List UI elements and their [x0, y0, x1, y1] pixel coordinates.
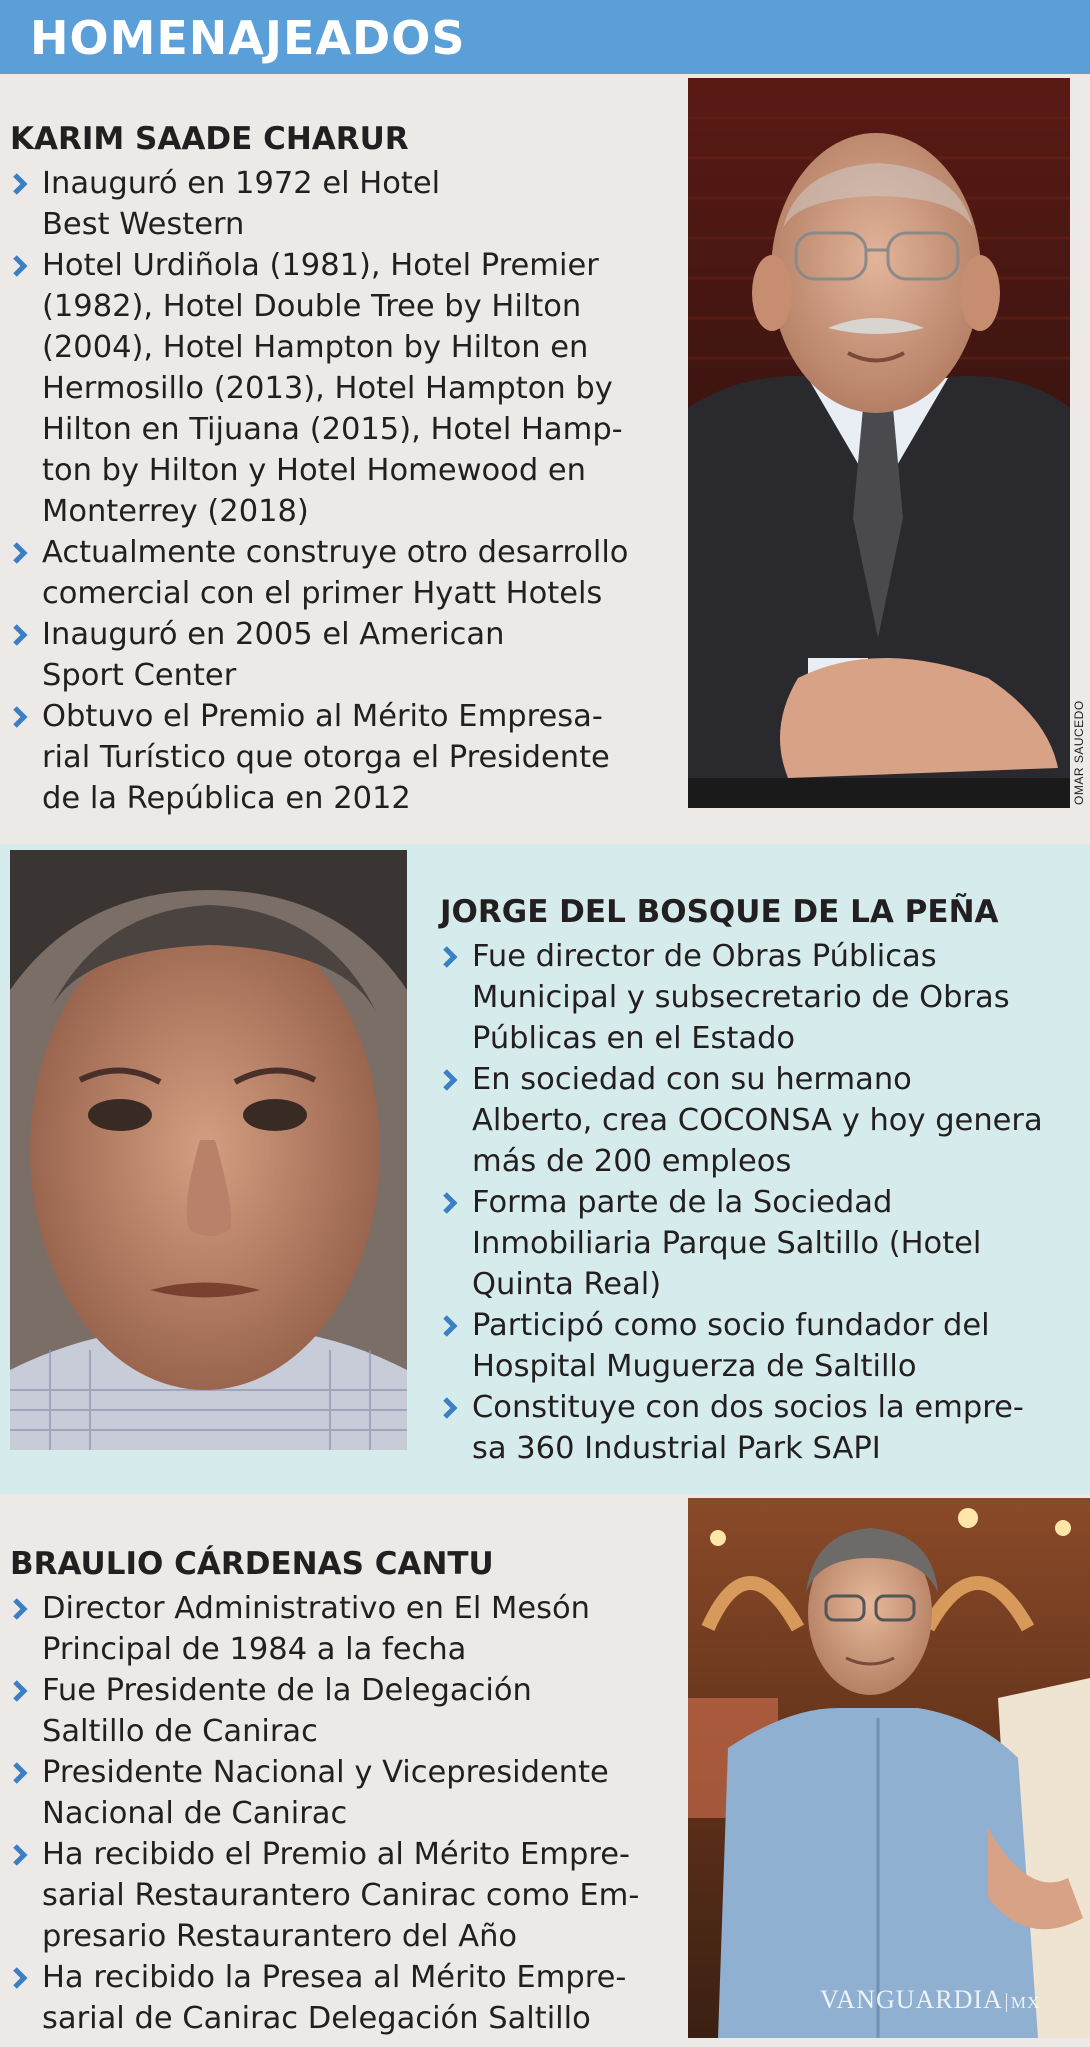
list-item: Presidente Nacional y Vicepresidente Nacional de Canirac [10, 1752, 680, 1834]
chevron-right-icon [10, 1679, 30, 1703]
chevron-right-icon [10, 1843, 30, 1867]
chevron-right-icon [10, 172, 30, 196]
page-title: HOMENAJEADOS [30, 11, 466, 65]
watermark-logo: VANGUARDIA MX [820, 1985, 1041, 2014]
chevron-right-icon [440, 1314, 460, 1338]
chevron-right-icon [440, 945, 460, 969]
list-item: Ha recibido el Premio al Mérito Empre- sarial Restaurantero Canirac como Em- presario Restaurantero del Año [10, 1834, 680, 1957]
list-item: Inauguró en 2005 el American Sport Center [10, 614, 680, 696]
facts-list-jorge [440, 936, 1080, 1469]
chevron-right-icon [10, 1761, 30, 1785]
list-item: Forma parte de la Sociedad Inmobiliaria Parque Saltillo (Hotel Quinta Real) [440, 1182, 1080, 1305]
chevron-right-icon [440, 1191, 460, 1215]
list-item: Director Administrativo en El Mesón Principal de 1984 a la fecha [10, 1588, 680, 1670]
list-item: Obtuvo el Premio al Mérito Empresa- rial Turístico que otorga el Presidente de la República en 2012 [10, 696, 680, 819]
chevron-right-icon [10, 1966, 30, 1990]
list-item: Actualmente construye otro desarrollo comercial con el primer Hyatt Hotels [10, 532, 680, 614]
list-item: Inauguró en 1972 el Hotel Best Western [10, 163, 680, 245]
list-item: En sociedad con su hermano Alberto, crea COCONSA y hoy genera más de 200 empleos [440, 1059, 1080, 1182]
chevron-right-icon [10, 1597, 30, 1621]
list-item: Constituye con dos socios la empre- sa 360 Industrial Park SAPI [440, 1387, 1080, 1469]
chevron-right-icon [10, 541, 30, 565]
portrait-photo-karim [688, 78, 1070, 808]
list-item: Ha recibido la Presea al Mérito Empre- sarial de Canirac Delegación Saltillo [10, 1957, 680, 2039]
facts-list-braulio [10, 1588, 680, 2039]
chevron-right-icon [440, 1396, 460, 1420]
chevron-right-icon [10, 254, 30, 278]
portrait-photo-braulio [688, 1498, 1090, 2038]
person-name-braulio: BRAULIO CÁRDENAS CANTU [10, 1546, 494, 1582]
chevron-right-icon [440, 1068, 460, 1092]
list-item: Hotel Urdiñola (1981), Hotel Premier (1982), Hotel Double Tree by Hilton (2004), Hotel Hampton by Hilton en Hermosillo (2013), Hotel Hampton by Hilton en Tijuana (2015), Hotel Hamp- ton by Hilton y Hotel Homewood en Monterrey (2018) [10, 245, 680, 532]
list-item: Fue Presidente de la Delegación Saltillo de Canirac [10, 1670, 680, 1752]
person-name-karim: KARIM SAADE CHARUR [10, 121, 409, 157]
facts-list-karim [10, 163, 680, 819]
person-name-jorge: JORGE DEL BOSQUE DE LA PEÑA [440, 894, 999, 930]
chevron-right-icon [10, 623, 30, 647]
portrait-photo-jorge [10, 850, 407, 1450]
list-item: Fue director de Obras Públicas Municipal y subsecretario de Obras Públicas en el Estado [440, 936, 1080, 1059]
list-item: Participó como socio fundador del Hospital Muguerza de Saltillo [440, 1305, 1080, 1387]
header-bar [0, 0, 1090, 74]
photo-credit: OMAR SAUCEDO [1072, 700, 1086, 805]
chevron-right-icon [10, 705, 30, 729]
